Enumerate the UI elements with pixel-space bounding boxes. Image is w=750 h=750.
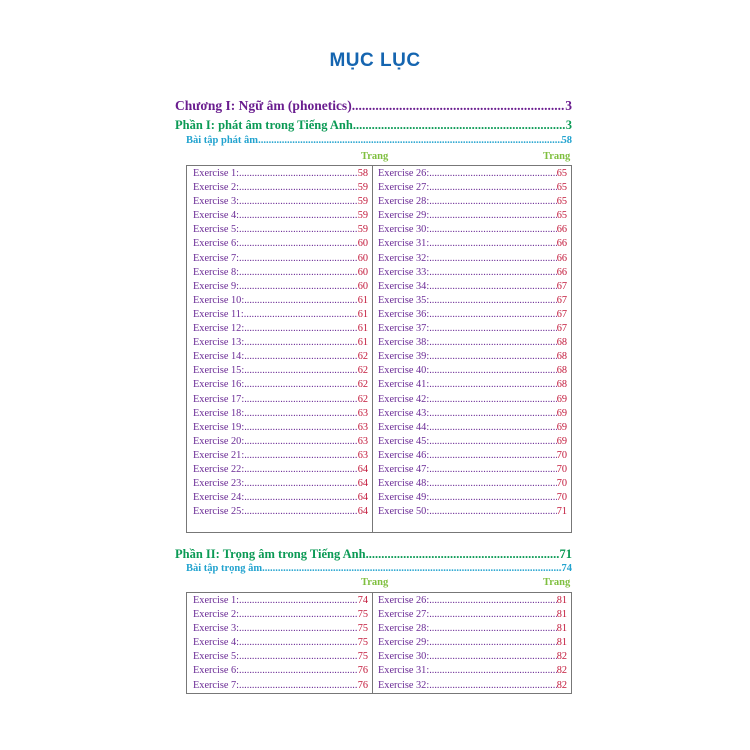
leader-dots — [429, 253, 557, 264]
exercise-page: 63 — [357, 435, 368, 447]
exercise-row[interactable] — [193, 651, 368, 665]
exercise-page: 74 — [357, 595, 368, 606]
exercise-row[interactable] — [378, 408, 567, 422]
exercise-label: Exercise 32: — [378, 252, 430, 264]
leader-dots — [429, 394, 557, 405]
exercise-label: Exercise 1: — [193, 168, 240, 179]
exercise-label: Exercise 5: — [193, 651, 240, 663]
exercise-row[interactable] — [378, 394, 567, 408]
exercise-page: 62 — [357, 379, 368, 391]
exercise-label: Exercise 12: — [193, 323, 245, 335]
exercise-page: 67 — [556, 294, 567, 306]
leader-dots — [239, 267, 358, 278]
exercise-page: 61 — [357, 323, 368, 335]
exercise-page: 75 — [357, 637, 368, 649]
exercise-row[interactable] — [378, 651, 567, 665]
exercise-row[interactable] — [378, 379, 567, 393]
leader-dots — [244, 351, 358, 362]
leader-dots — [244, 394, 358, 405]
leader-dots — [239, 637, 358, 648]
exercise-page: 76 — [357, 665, 368, 677]
leader-dots — [429, 210, 557, 221]
leader-dots — [429, 506, 557, 517]
leader-dots — [429, 309, 557, 320]
exercise-label: Exercise 35: — [378, 294, 430, 306]
exercise-page: 60 — [357, 266, 368, 278]
exercise-table-1 — [186, 165, 572, 533]
exercise-label: Exercise 7: — [193, 252, 240, 264]
exercise-row[interactable] — [193, 464, 368, 478]
leader-dots — [244, 295, 358, 306]
leader-dots — [429, 238, 557, 249]
leader-dots — [244, 337, 358, 348]
exercise-label: Exercise 40: — [378, 365, 430, 377]
leader-dots — [429, 337, 557, 348]
exercise-page: 60 — [357, 252, 368, 264]
leader-dots — [429, 680, 557, 691]
exercise-row[interactable] — [378, 351, 567, 365]
exercise-label: Exercise 37: — [378, 323, 430, 335]
exercise-page: 71 — [556, 506, 567, 518]
exercise-row[interactable] — [378, 238, 567, 252]
exercise-row[interactable] — [378, 224, 567, 238]
exercise-label: Exercise 5: — [193, 224, 240, 236]
exercise-page: 68 — [556, 365, 567, 377]
exercise-page: 69 — [556, 393, 567, 405]
leader-dots — [353, 118, 566, 133]
exercise-row[interactable] — [193, 210, 368, 224]
exercise-row[interactable] — [378, 267, 567, 281]
toc-page: 71 — [559, 547, 572, 561]
leader-dots — [429, 450, 557, 461]
exercise-label: Exercise 26: — [378, 168, 430, 179]
exercise-page: 82 — [556, 665, 567, 677]
exercise-page: 70 — [556, 449, 567, 461]
exercise-row[interactable] — [193, 623, 368, 637]
exercise-row[interactable] — [193, 394, 368, 408]
exercise-row[interactable] — [193, 365, 368, 379]
exercise-page: 63 — [357, 449, 368, 461]
exercise-label: Exercise 32: — [378, 679, 430, 691]
toc-label: Chương I: Ngữ âm (phonetics) — [175, 98, 352, 113]
toc-label: Bài tập trọng âm — [186, 563, 263, 574]
exercise-label: Exercise 11: — [193, 308, 244, 320]
leader-dots — [239, 281, 358, 292]
exercise-row[interactable] — [193, 351, 368, 365]
exercise-page: 58 — [357, 168, 368, 179]
exercise-page: 60 — [357, 280, 368, 292]
leader-dots — [429, 595, 557, 606]
exercise-label: Exercise 23: — [193, 478, 245, 490]
exercise-label: Exercise 24: — [193, 492, 245, 504]
exercise-page: 59 — [357, 196, 368, 208]
exercise-label: Exercise 4: — [193, 637, 240, 649]
exercise-page: 67 — [556, 323, 567, 335]
exercise-row[interactable] — [378, 665, 567, 679]
exercise-page: 82 — [556, 679, 567, 691]
exercise-row[interactable] — [378, 609, 567, 623]
exercise-row[interactable] — [193, 182, 368, 196]
exercise-label: Exercise 17: — [193, 393, 245, 405]
exercise-label: Exercise 28: — [378, 196, 430, 208]
exercise-page: 63 — [357, 407, 368, 419]
exercise-label: Exercise 39: — [378, 351, 430, 363]
exercise-page: 62 — [357, 351, 368, 363]
exercise-label: Exercise 15: — [193, 365, 245, 377]
leader-dots — [239, 253, 358, 264]
exercise-row[interactable] — [378, 436, 567, 450]
exercise-label: Exercise 25: — [193, 506, 245, 518]
exercise-row[interactable] — [378, 309, 567, 323]
toc-label: Bài tập phát âm — [186, 135, 259, 146]
exercise-row[interactable] — [193, 408, 368, 422]
trang-header-right: Trang — [543, 151, 571, 162]
leader-dots — [429, 408, 557, 419]
exercise-page: 60 — [357, 238, 368, 250]
exercise-page: 64 — [357, 492, 368, 504]
exercise-row[interactable] — [378, 637, 567, 651]
toc-part-2[interactable] — [175, 547, 572, 562]
exercise-row[interactable] — [193, 478, 368, 492]
exercise-page: 69 — [556, 435, 567, 447]
exercise-page: 66 — [556, 224, 567, 236]
exercise-label: Exercise 45: — [378, 435, 430, 447]
exercise-page: 65 — [556, 168, 567, 179]
exercise-column-right — [378, 595, 567, 694]
exercise-page: 67 — [556, 308, 567, 320]
leader-dots — [262, 563, 561, 574]
leader-dots — [244, 464, 358, 475]
exercise-label: Exercise 2: — [193, 182, 240, 194]
leader-dots — [244, 492, 358, 503]
leader-dots — [244, 506, 358, 517]
exercise-label: Exercise 8: — [193, 266, 240, 278]
exercise-row[interactable] — [378, 168, 567, 182]
exercise-label: Exercise 14: — [193, 351, 245, 363]
exercise-label: Exercise 21: — [193, 449, 245, 461]
leader-dots — [244, 422, 358, 433]
exercise-row[interactable] — [378, 365, 567, 379]
exercise-row[interactable] — [193, 506, 368, 520]
exercise-page: 62 — [357, 393, 368, 405]
exercise-row[interactable] — [378, 492, 567, 506]
exercise-label: Exercise 31: — [378, 238, 430, 250]
exercise-row[interactable] — [193, 337, 368, 351]
leader-dots — [239, 224, 358, 235]
exercise-label: Exercise 49: — [378, 492, 430, 504]
exercise-page: 61 — [357, 337, 368, 349]
leader-dots — [244, 309, 358, 320]
exercise-table-2 — [186, 592, 572, 694]
leader-dots — [429, 295, 557, 306]
exercise-label: Exercise 2: — [193, 609, 240, 621]
exercise-label: Exercise 10: — [193, 294, 245, 306]
exercise-label: Exercise 19: — [193, 421, 245, 433]
leader-dots — [429, 182, 557, 193]
exercise-label: Exercise 20: — [193, 435, 245, 447]
exercise-label: Exercise 27: — [378, 609, 430, 621]
exercise-label: Exercise 38: — [378, 337, 430, 349]
exercise-page: 61 — [357, 308, 368, 320]
exercise-page: 66 — [556, 252, 567, 264]
exercise-label: Exercise 33: — [378, 266, 430, 278]
leader-dots — [429, 281, 557, 292]
toc-page: 3 — [565, 98, 572, 113]
exercise-label: Exercise 30: — [378, 224, 430, 236]
exercise-row[interactable] — [193, 680, 368, 694]
exercise-page: 64 — [357, 463, 368, 475]
exercise-row[interactable] — [193, 168, 368, 182]
exercise-row[interactable] — [378, 182, 567, 196]
exercise-row[interactable] — [378, 295, 567, 309]
leader-dots — [239, 196, 358, 207]
exercise-row[interactable] — [378, 450, 567, 464]
toc-part-1[interactable] — [175, 118, 572, 133]
exercise-row[interactable] — [378, 281, 567, 295]
trang-header-left-2: Trang — [361, 577, 389, 588]
toc-page: 58 — [561, 135, 572, 146]
exercise-label: Exercise 41: — [378, 379, 430, 391]
leader-dots — [429, 365, 557, 376]
leader-dots — [429, 168, 557, 179]
leader-dots — [429, 665, 557, 676]
exercise-row[interactable] — [378, 506, 567, 520]
exercise-page: 62 — [357, 365, 368, 377]
exercise-page: 59 — [357, 182, 368, 194]
leader-dots — [244, 436, 358, 447]
exercise-label: Exercise 29: — [378, 637, 430, 649]
exercise-row[interactable] — [378, 210, 567, 224]
exercise-label: Exercise 4: — [193, 210, 240, 222]
exercise-row[interactable] — [193, 309, 368, 323]
exercise-page: 67 — [556, 280, 567, 292]
exercise-page: 70 — [556, 492, 567, 504]
exercise-page: 65 — [556, 196, 567, 208]
leader-dots — [429, 196, 557, 207]
exercise-row[interactable] — [193, 224, 368, 238]
exercise-label: Exercise 44: — [378, 421, 430, 433]
exercise-page: 68 — [556, 337, 567, 349]
exercise-column-right — [378, 168, 567, 520]
exercise-label: Exercise 43: — [378, 407, 430, 419]
leader-dots — [429, 464, 557, 475]
exercise-row[interactable] — [378, 464, 567, 478]
leader-dots — [429, 351, 557, 362]
leader-dots — [244, 450, 358, 461]
exercise-row[interactable] — [193, 323, 368, 337]
exercise-page: 69 — [556, 407, 567, 419]
exercise-page: 68 — [556, 379, 567, 391]
leader-dots — [239, 609, 358, 620]
leader-dots — [429, 224, 557, 235]
exercise-label: Exercise 42: — [378, 393, 430, 405]
column-divider — [372, 166, 373, 532]
exercise-page: 61 — [357, 294, 368, 306]
exercise-label: Exercise 16: — [193, 379, 245, 391]
exercise-page: 59 — [357, 224, 368, 236]
leader-dots — [429, 492, 557, 503]
toc-practice-1[interactable] — [186, 135, 572, 146]
exercise-row[interactable] — [378, 337, 567, 351]
page-title: MỤC LỤC — [329, 50, 421, 71]
exercise-page: 70 — [556, 478, 567, 490]
leader-dots — [244, 379, 358, 390]
exercise-row[interactable] — [193, 492, 368, 506]
exercise-row[interactable] — [193, 253, 368, 267]
leader-dots — [429, 422, 557, 433]
leader-dots — [429, 609, 557, 620]
leader-dots — [244, 478, 358, 489]
exercise-page: 76 — [357, 679, 368, 691]
exercise-label: Exercise 50: — [378, 506, 430, 518]
exercise-page: 63 — [357, 421, 368, 433]
toc-label: Phần I: phát âm trong Tiếng Anh — [175, 118, 353, 132]
exercise-page: 65 — [556, 210, 567, 222]
leader-dots — [239, 651, 358, 662]
exercise-row[interactable] — [378, 595, 567, 609]
exercise-page: 66 — [556, 266, 567, 278]
leader-dots — [239, 168, 358, 179]
exercise-row[interactable] — [193, 595, 368, 609]
exercise-page: 70 — [556, 463, 567, 475]
exercise-row[interactable] — [378, 478, 567, 492]
exercise-row[interactable] — [193, 196, 368, 210]
leader-dots — [429, 379, 557, 390]
toc-page: 74 — [561, 563, 572, 574]
exercise-page: 81 — [556, 595, 567, 606]
exercise-row[interactable] — [378, 196, 567, 210]
exercise-label: Exercise 18: — [193, 407, 245, 419]
exercise-row[interactable] — [378, 680, 567, 694]
toc-chapter-1[interactable] — [175, 98, 572, 114]
leader-dots — [244, 365, 358, 376]
leader-dots — [244, 323, 358, 334]
exercise-label: Exercise 34: — [378, 280, 430, 292]
leader-dots — [239, 680, 358, 691]
leader-dots — [429, 436, 557, 447]
leader-dots — [258, 135, 561, 146]
toc-practice-2[interactable] — [186, 563, 572, 574]
toc-page: 3 — [565, 118, 572, 132]
exercise-row[interactable] — [193, 422, 368, 436]
exercise-page: 68 — [556, 351, 567, 363]
exercise-label: Exercise 28: — [378, 623, 430, 635]
exercise-row[interactable] — [193, 637, 368, 651]
exercise-label: Exercise 13: — [193, 337, 245, 349]
exercise-label: Exercise 47: — [378, 463, 430, 475]
exercise-label: Exercise 3: — [193, 196, 240, 208]
exercise-page: 75 — [357, 651, 368, 663]
leader-dots — [429, 637, 557, 648]
leader-dots — [366, 547, 560, 562]
exercise-row[interactable] — [378, 323, 567, 337]
exercise-page: 59 — [357, 210, 368, 222]
leader-dots — [429, 651, 557, 662]
exercise-label: Exercise 48: — [378, 478, 430, 490]
exercise-label: Exercise 7: — [193, 679, 240, 691]
trang-header-right-2: Trang — [543, 577, 571, 588]
exercise-label: Exercise 46: — [378, 449, 430, 461]
leader-dots — [239, 182, 358, 193]
exercise-row[interactable] — [193, 295, 368, 309]
exercise-label: Exercise 27: — [378, 182, 430, 194]
exercise-page: 64 — [357, 506, 368, 518]
exercise-label: Exercise 31: — [378, 665, 430, 677]
toc-label: Phần II: Trọng âm trong Tiếng Anh — [175, 547, 366, 561]
exercise-row[interactable] — [193, 281, 368, 295]
exercise-row[interactable] — [378, 253, 567, 267]
exercise-label: Exercise 36: — [378, 308, 430, 320]
exercise-row[interactable] — [193, 609, 368, 623]
exercise-page: 69 — [556, 421, 567, 433]
exercise-row[interactable] — [193, 665, 368, 679]
exercise-page: 82 — [556, 651, 567, 663]
exercise-page: 81 — [556, 623, 567, 635]
exercise-page: 65 — [556, 182, 567, 194]
exercise-page: 81 — [556, 637, 567, 649]
leader-dots — [239, 665, 358, 676]
exercise-row[interactable] — [378, 623, 567, 637]
leader-dots — [239, 623, 358, 634]
exercise-column-left — [193, 168, 368, 520]
exercise-page: 64 — [357, 478, 368, 490]
leader-dots — [352, 98, 566, 114]
exercise-row[interactable] — [193, 450, 368, 464]
exercise-page: 75 — [357, 623, 368, 635]
exercise-column-left — [193, 595, 368, 694]
exercise-row[interactable] — [193, 238, 368, 252]
leader-dots — [429, 267, 557, 278]
leader-dots — [239, 595, 358, 606]
leader-dots — [239, 238, 358, 249]
exercise-label: Exercise 1: — [193, 595, 240, 606]
exercise-row[interactable] — [378, 422, 567, 436]
exercise-label: Exercise 29: — [378, 210, 430, 222]
leader-dots — [239, 210, 358, 221]
exercise-page: 66 — [556, 238, 567, 250]
exercise-page: 81 — [556, 609, 567, 621]
exercise-row[interactable] — [193, 436, 368, 450]
leader-dots — [429, 623, 557, 634]
exercise-row[interactable] — [193, 267, 368, 281]
exercise-label: Exercise 22: — [193, 463, 245, 475]
column-divider — [372, 593, 373, 693]
exercise-label: Exercise 6: — [193, 238, 240, 250]
exercise-label: Exercise 3: — [193, 623, 240, 635]
leader-dots — [244, 408, 358, 419]
exercise-label: Exercise 26: — [378, 595, 430, 606]
exercise-label: Exercise 9: — [193, 280, 240, 292]
exercise-label: Exercise 30: — [378, 651, 430, 663]
exercise-row[interactable] — [193, 379, 368, 393]
exercise-label: Exercise 6: — [193, 665, 240, 677]
trang-header-left: Trang — [361, 151, 389, 162]
leader-dots — [429, 323, 557, 334]
exercise-page: 75 — [357, 609, 368, 621]
leader-dots — [429, 478, 557, 489]
